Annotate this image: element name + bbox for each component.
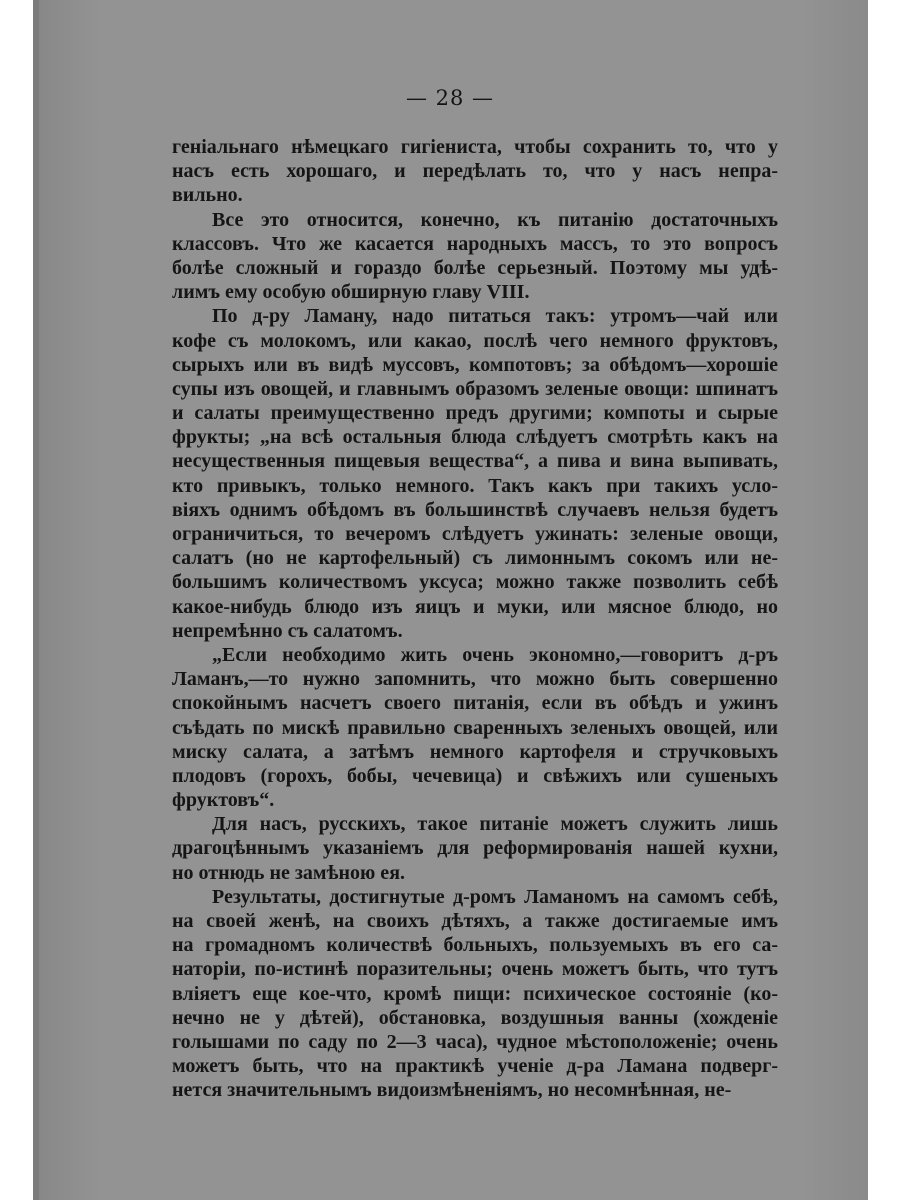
text-line: можетъ быть, что на практикѣ ученіе д-ра Ламана подверг- (172, 1055, 778, 1078)
text-line: сырыхъ или въ видѣ муссовъ, компотовъ; за обѣдомъ—хорошіе (172, 353, 778, 376)
text-line: фрукты; „на всѣ остальныя блюда слѣдуетъ смотрѣть какъ на (172, 426, 778, 449)
paragraph (172, 304, 778, 643)
text-line: ограничиться, то вечеромъ слѣдуетъ ужинать: зеленые овощи, (172, 523, 778, 545)
text-line: нется значительнымъ видоизмѣненіямъ, но несомнѣнная, не- (172, 1079, 732, 1102)
text-line: какое-нибудь блюдо изъ яицъ и муки, или мясное блюдо, но (172, 595, 778, 618)
text-line: несущественныя пищевыя вещества“, а пива и вина выпивать, (172, 450, 778, 473)
text-line: геніальнаго нѣмецкаго гигіениста, чтобы сохранить то, что у (172, 136, 778, 158)
text-line: на громадномъ количествѣ больныхъ, пользуемыхъ въ его са- (172, 934, 778, 957)
text-line: Результаты, достигнутые д-ромъ Ламаномъ на самомъ себѣ, (212, 885, 778, 908)
paragraph (172, 643, 778, 812)
page-edge-shadow (33, 0, 39, 1200)
text-line: классовъ. Что же касается народныхъ массъ, то это вопросъ (172, 232, 778, 255)
text-line: непремѣнно съ салатомъ. (172, 619, 403, 642)
text-line: салатъ (но не картофельный) съ лимоннымъ сокомъ или не- (172, 547, 778, 570)
text-line: Все это относится, конечно, къ питанію достаточныхъ (212, 208, 778, 231)
text-line: кто привыкъ, только немного. Такъ какъ при такихъ усло- (172, 474, 778, 497)
text-line: „Если необходимо жить очень экономно,—говоритъ д-ръ (212, 643, 778, 666)
text-line: фруктовъ“. (172, 789, 275, 812)
text-line: вильно. (172, 184, 243, 207)
text-line: спокойнымъ насчетъ своего питанія, если въ обѣдъ и ужинъ (172, 692, 778, 715)
text-line: миску салата, а затѣмъ немного картофеля и стручковыхъ (172, 740, 778, 763)
text-line: и салаты преимущественно предъ другими; компоты и сырые (172, 402, 778, 425)
text-line: Для насъ, русскихъ, такое питаніе можетъ служить лишь (212, 813, 778, 836)
text-line: съѣдать по мискѣ правильно сваренныхъ зеленыхъ овощей, или (172, 716, 778, 739)
text-line: драгоцѣннымъ указаніемъ для реформированія нашей кухни, (172, 837, 778, 860)
text-line: кофе съ молокомъ, или какао, послѣ чего немного фруктовъ, (172, 329, 778, 352)
paragraph (172, 135, 778, 208)
text-line: лимъ ему особую обширную главу VIII. (172, 281, 530, 304)
page-number: — 28 — (405, 86, 495, 110)
paragraph (172, 812, 778, 885)
text-line: большимъ количествомъ уксуса; можно также позволить себѣ (172, 571, 778, 594)
text-line: нечно не у дѣтей), обстановка, воздушныя ванны (хожденіе (172, 1006, 778, 1029)
text-line: наторіи, по-истинѣ поразительны; очень можетъ быть, что тутъ (172, 958, 778, 981)
text-line: голышами по саду по 2—3 часа), чудное мѣстоположеніе; очень (172, 1030, 778, 1053)
text-line: плодовъ (горохъ, бобы, чечевица) и свѣжихъ или сушеныхъ (172, 764, 778, 787)
text-line: віяхъ однимъ обѣдомъ въ большинствѣ случаевъ нельзя будетъ (172, 498, 778, 521)
text-line: но отнюдь не замѣною ея. (172, 861, 406, 884)
text-line: насъ есть хорошаго, и передѣлать то, что у насъ непра- (172, 160, 778, 183)
body-text (172, 135, 778, 1103)
paragraph (172, 885, 778, 1103)
text-line: на своей женѣ, на своихъ дѣтяхъ, а также достигаемые имъ (172, 910, 778, 932)
paragraph (172, 208, 778, 305)
text-line: болѣе сложный и гораздо болѣе серьезный. Поэтому мы удѣ- (172, 256, 778, 279)
text-line: супы изъ овощей, и главнымъ образомъ зеленые овощи: шпинатъ (172, 377, 778, 400)
text-line: Ламанъ,—то нужно запомнить, что можно быть совершенно (172, 668, 778, 691)
text-line: По д-ру Ламану, надо питаться такъ: утромъ—чай или (212, 305, 778, 328)
text-line: вліяетъ еще кое-что, кромѣ пищи: психическое состояніе (ко- (172, 982, 778, 1005)
